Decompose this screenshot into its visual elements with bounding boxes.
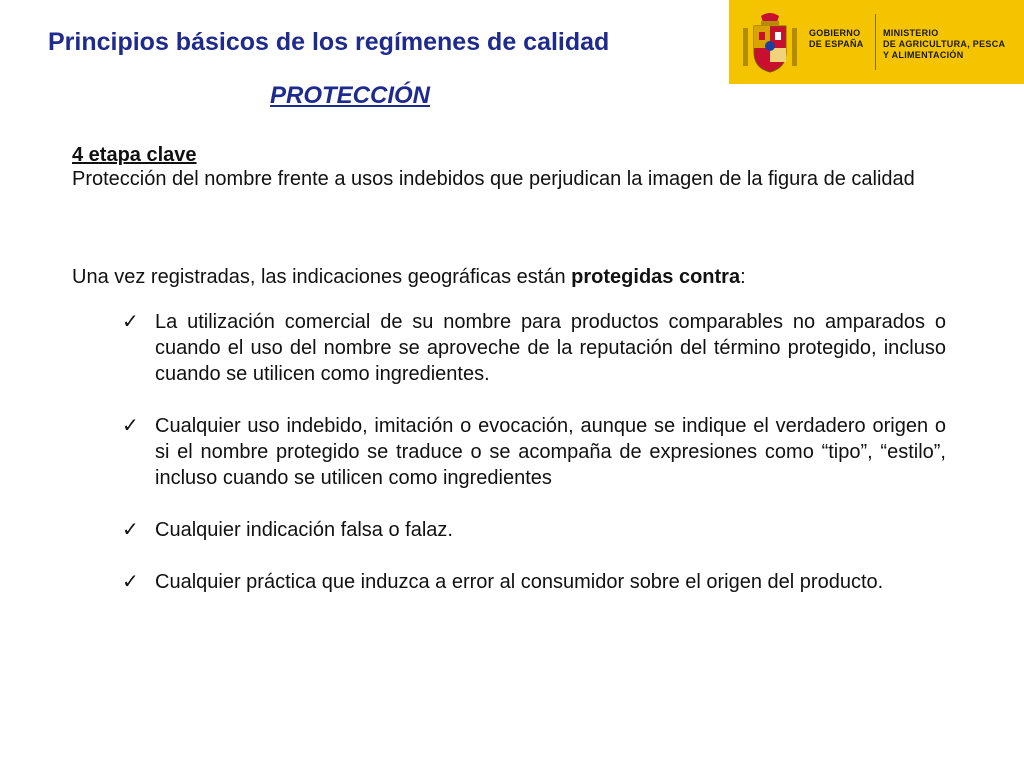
intro-colon: : xyxy=(740,266,746,288)
list-item-text: Cualquier uso indebido, imitación o evocación, aunque se indique el verdadero origen o si el nombre protegido se traduce o se acompaña de expresiones como “tipo”, “estilo”, incluso cuando se utilicen como ingredientes xyxy=(155,415,946,489)
list-item xyxy=(72,569,946,595)
government-banner xyxy=(729,0,1024,84)
stage-heading: 4 etapa clave xyxy=(72,144,197,166)
check-icon: ✓ xyxy=(122,571,139,593)
section-subtitle: PROTECCIÓN xyxy=(270,82,431,109)
check-icon: ✓ xyxy=(122,519,139,541)
list-item xyxy=(72,413,946,491)
ministry-label-line3: Y ALIMENTACIÓN xyxy=(883,50,964,60)
ministry-label-line1: MINISTERIO xyxy=(883,28,939,38)
government-label-line2: DE ESPAÑA xyxy=(809,39,864,49)
check-icon: ✓ xyxy=(122,311,139,333)
intro-emphasis: protegidas contra xyxy=(571,266,741,288)
government-label-line1: GOBIERNO xyxy=(809,28,861,38)
coat-of-arms-logo xyxy=(741,10,799,74)
banner-divider xyxy=(875,14,876,70)
list-item xyxy=(72,309,946,387)
intro-sentence xyxy=(72,265,946,289)
stage-description: Protección del nombre frente a usos indebidos que perjudican la imagen de la figura de calidad xyxy=(72,168,915,190)
list-item-text: Cualquier práctica que induzca a error al consumidor sobre el origen del producto. xyxy=(155,571,884,593)
list-item-text: La utilización comercial de su nombre para productos comparables no amparados o cuando el uso del nombre se aproveche de la reputación del término protegido, incluso cuando se utilicen como ingredientes. xyxy=(155,311,946,385)
protection-list xyxy=(72,309,946,595)
intro-text: Una vez registradas, las indicaciones geográficas están xyxy=(72,266,572,288)
ministry-label xyxy=(883,28,1005,61)
page-title: Principios básicos de los regímenes de calidad xyxy=(48,28,610,56)
list-item xyxy=(72,517,946,543)
slide-content xyxy=(72,143,946,621)
check-icon: ✓ xyxy=(122,415,139,437)
ministry-label-line2: DE AGRICULTURA, PESCA xyxy=(883,39,1006,49)
list-item-text: Cualquier indicación falsa o falaz. xyxy=(155,519,453,541)
government-label xyxy=(809,28,864,50)
